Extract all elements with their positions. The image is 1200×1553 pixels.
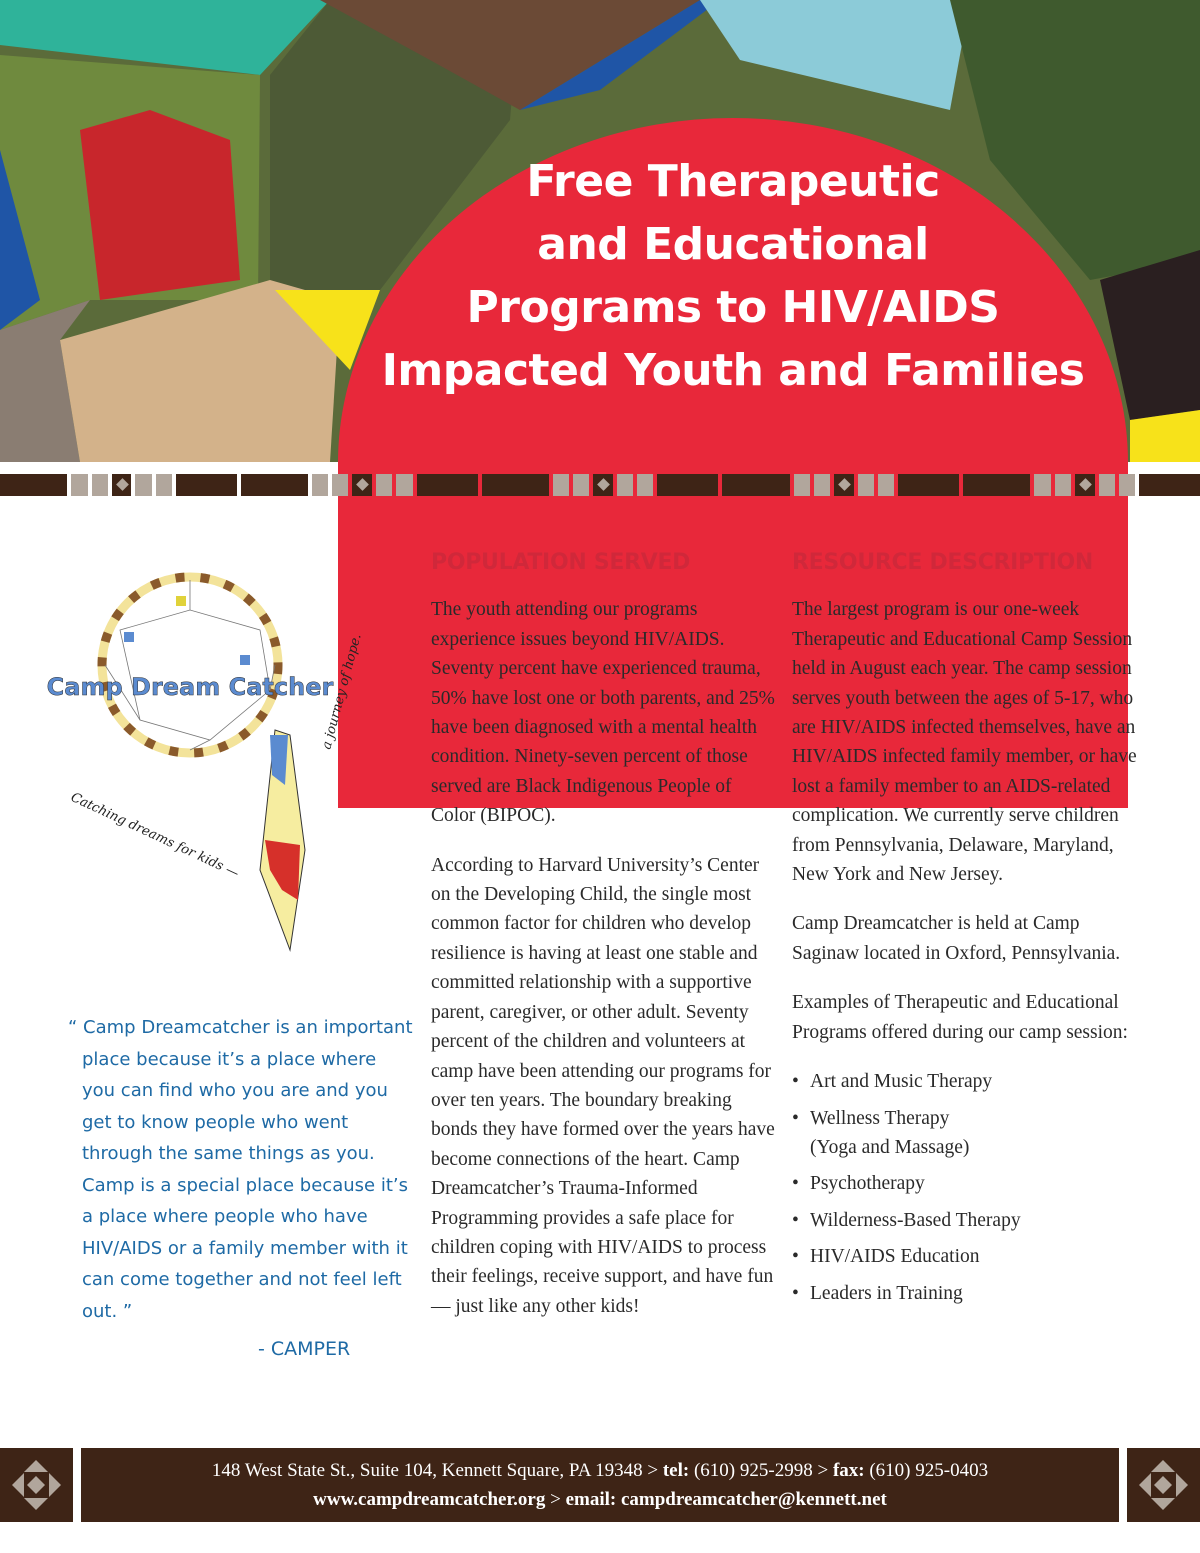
phone-number[interactable]: (610) 925-2998 (693, 1460, 813, 1481)
band-segment (135, 474, 151, 496)
paragraph: Examples of Therapeutic and Educational Programs offered during our camp session: (792, 992, 1128, 1043)
band-segment (963, 474, 1030, 496)
band-segment (71, 474, 87, 496)
separator: > (550, 1489, 561, 1510)
band-segment (573, 474, 589, 496)
band-segment (858, 474, 874, 496)
band-segment (482, 474, 549, 496)
list-item: • Wellness Therapy (Yoga and Massage) (792, 1104, 992, 1163)
title-line: Programs to HIV/AIDS (466, 282, 1000, 333)
quote-attribution: - CAMPER (258, 1338, 351, 1360)
band-segment (417, 474, 478, 496)
band-segment (794, 474, 810, 496)
page-title (338, 150, 1128, 402)
footer (0, 1448, 1200, 1522)
band-segment (637, 474, 653, 496)
list-item: • Leaders in Training (792, 1279, 1137, 1308)
diamond-emblem-icon (1127, 1448, 1200, 1522)
quote-text: “ Camp Dreamcatcher is an important place because it’s a place where you can find who you are and you get to know people who went through the same things as you. Camp is a special place because it’s a place where people who have HIV/AIDS or a family member with it can come together and not feel left out. ” (68, 1017, 413, 1322)
title-line: Impacted Youth and Families (381, 345, 1085, 396)
band-segment (1034, 474, 1050, 496)
logo-tagline-right: a journey of hope. (319, 632, 365, 752)
band-segment (878, 474, 894, 496)
diamond-icon (352, 474, 372, 496)
band-segment (1119, 474, 1135, 496)
section-heading: POPULATION SERVED (431, 550, 691, 575)
contact-info (81, 1448, 1119, 1522)
separator: > (647, 1460, 659, 1481)
decorative-band (0, 474, 1200, 496)
diamond-icon (834, 474, 854, 496)
email-link[interactable]: campdreamcatcher@kennett.net (620, 1489, 887, 1510)
section-heading: RESOURCE DESCRIPTION (792, 550, 1093, 575)
band-segment (617, 474, 633, 496)
population-served-section (431, 548, 776, 1341)
list-item: • Psychotherapy (792, 1169, 1137, 1198)
list-item: • Wilderness-Based Therapy (792, 1206, 1137, 1235)
hero-collage (0, 0, 1200, 462)
diamond-emblem-icon (0, 1448, 73, 1522)
fax-number: (610) 925-0403 (869, 1460, 989, 1481)
band-segment (92, 474, 108, 496)
band-segment (396, 474, 412, 496)
diamond-icon (593, 474, 613, 496)
logo-tagline-left: Catching dreams for kids — (68, 790, 242, 882)
band-segment (553, 474, 569, 496)
paragraph: Camp Dreamcatcher is held at Camp Saginaw located in Oxford, Pennsylvania. (792, 913, 1121, 964)
title-line: Free Therapeutic (526, 156, 940, 207)
band-segment (1139, 474, 1200, 496)
band-segment (1055, 474, 1071, 496)
email-label: email: (565, 1489, 617, 1510)
band-segment (312, 474, 328, 496)
address: 148 West State St., Suite 104, Kennett Square, PA 19348 (211, 1460, 643, 1481)
band-segment (814, 474, 830, 496)
separator: > (817, 1460, 829, 1481)
band-segment (722, 474, 789, 496)
band-segment (176, 474, 237, 496)
paragraph: The largest program is our one-week Therapeutic and Educational Camp Session held in August each year. The camp session serves youth between the ages of 5-17, who are HIV/AIDS infected themselves, have an HIV/AIDS infected family member, or have lost a family member to an AIDS-related complication. We currently serve children from Pennsylvania, Delaware, Maryland, New York and New Jersey. (792, 599, 1137, 886)
title-line: and Educational (537, 219, 929, 270)
camp-dreamcatcher-logo (46, 570, 365, 960)
band-segment (0, 474, 67, 496)
photo-kids-red-shirts (80, 110, 240, 300)
photo-pool (700, 0, 970, 110)
logo-wordmark: Camp Dream Catcher (46, 673, 334, 701)
band-segment (898, 474, 959, 496)
diamond-icon (1075, 474, 1095, 496)
band-segment (376, 474, 392, 496)
band-segment (1099, 474, 1115, 496)
band-segment (332, 474, 348, 496)
band-segment (156, 474, 172, 496)
band-segment (657, 474, 718, 496)
tel-label: tel: (662, 1460, 690, 1481)
resource-description-section (792, 548, 1137, 1315)
diamond-icon (112, 474, 132, 496)
paragraph: According to Harvard University’s Center on the Developing Child, the single most common factor for children who develop resilience is having at least one stable and committed relationship with a supportive parent, caregiver, or other adult. Seventy percent of the children and volunteers at camp have been attending our programs for over ten years. The boundary breaking bonds they have formed over the years have become connections of the heart. Camp Dreamcatcher’s Trauma-Informed Programming provides a safe place for children coping with HIV/AIDS to process their feelings, receive support, and have fun — just like any other kids! (431, 854, 775, 1317)
list-item: • Art and Music Therapy (792, 1067, 1137, 1096)
list-item: • HIV/AIDS Education (792, 1242, 1137, 1271)
camper-quote (68, 1012, 413, 1327)
band-segment (241, 474, 308, 496)
fax-label: fax: (832, 1460, 865, 1481)
paragraph: The youth attending our programs experience issues beyond HIV/AIDS. Seventy percent have experienced trauma, 50% have lost one or both parents, and 25% have been diagnosed with a mental health condition. Ninety-seven percent of those served are Black Indigenous People of Color (BIPOC). (431, 599, 775, 827)
program-list (792, 1067, 1137, 1308)
website-link[interactable]: www.campdreamcatcher.org (313, 1489, 546, 1510)
